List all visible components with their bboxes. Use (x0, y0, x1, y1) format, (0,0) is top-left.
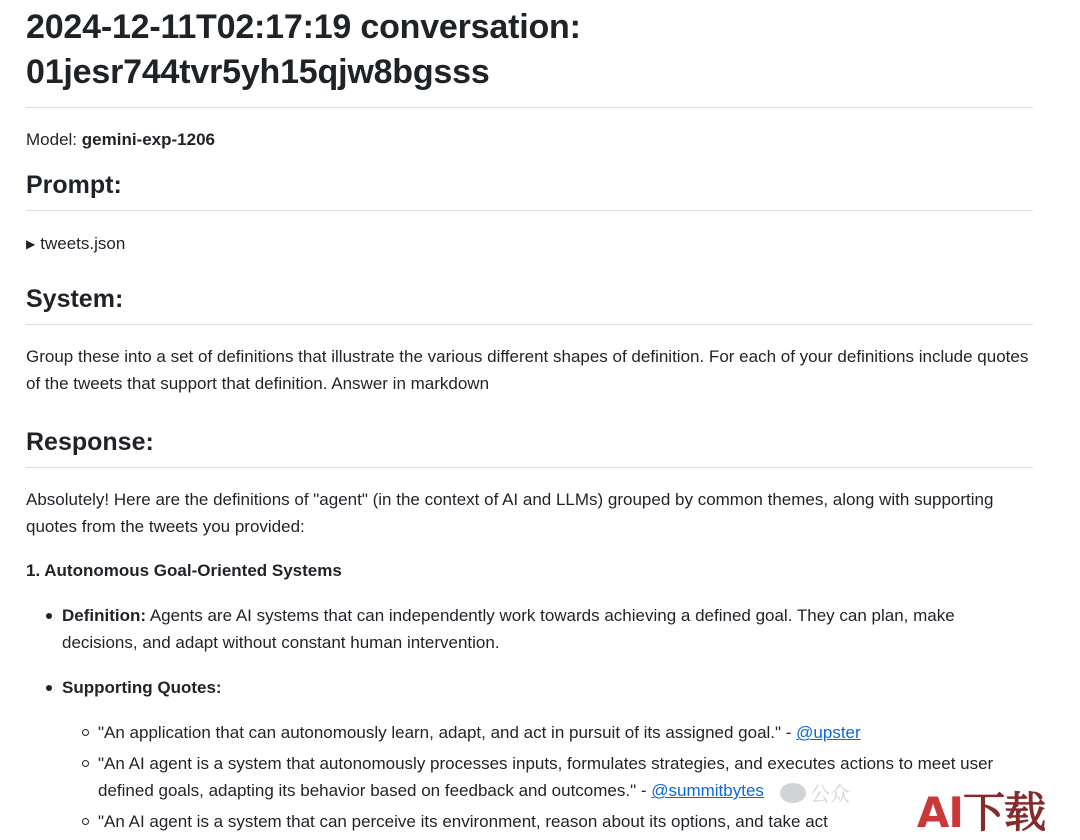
definition-text: Agents are AI systems that can independently work towards achieving a defined goal. They can plan, make decisions, and adapt without constant human intervention. (62, 606, 955, 652)
wechat-watermark (780, 778, 850, 807)
prompt-heading: Prompt: (26, 168, 1033, 211)
quote-text: "An AI agent is a system that can perceive its environment, reason about its options, and take act (98, 812, 828, 831)
quote-text: "An AI agent is a system that autonomously processes inputs, formulates strategies, and executes actions to meet user defined goals, adapting its behavior based on feedback and outcomes." - (98, 754, 994, 800)
model-line (26, 127, 1033, 153)
response-intro: Absolutely! Here are the definitions of "agent" (in the context of AI and LLMs) grouped by common themes, along with supporting quotes from the tweets you provided: (26, 490, 994, 536)
quotes-list (62, 719, 1033, 835)
quotes-label: Supporting Quotes: (62, 678, 222, 697)
prompt-details-toggle[interactable] (26, 231, 1033, 257)
disclosure-triangle-icon: ▶ (26, 237, 36, 251)
quote-item (62, 750, 1033, 804)
quotes-item (26, 674, 1033, 835)
model-label: Model: (26, 130, 78, 149)
watermark-logo (917, 790, 1045, 836)
quote-item (62, 808, 1033, 835)
quote-text: "An application that can autonomously learn, adapt, and act in pursuit of its assigned goal." - (98, 723, 797, 742)
quote-author-link[interactable]: @upster (796, 723, 861, 742)
response-heading: Response: (26, 425, 1033, 468)
definition-label: Definition: (62, 606, 147, 625)
system-text: Group these into a set of definitions that illustrate the various different shapes of definition. For each of your definitions include quotes of the tweets that support that definition. Answer in markdown (26, 347, 1029, 393)
quote-item (62, 719, 1033, 746)
prompt-details-summary: tweets.json (40, 234, 126, 253)
watermark-ai: AI (916, 788, 963, 837)
model-value: gemini-exp-1206 (81, 130, 215, 149)
quote-author-link[interactable]: @summitbytes (651, 781, 764, 800)
section-title: 1. Autonomous Goal-Oriented Systems (26, 561, 342, 580)
watermark-rest: 下载 (962, 788, 1045, 837)
definition-item (26, 602, 1033, 656)
page (26, 0, 1033, 835)
wechat-watermark-text: 公众 (810, 784, 850, 806)
page-title: 2024-12-11T02:17:19 conversation: 01jesr744tvr5yh15qjw8bgsss (26, 0, 1033, 108)
system-heading: System: (26, 282, 1033, 325)
wechat-icon (780, 783, 806, 803)
section-list (26, 602, 1033, 835)
